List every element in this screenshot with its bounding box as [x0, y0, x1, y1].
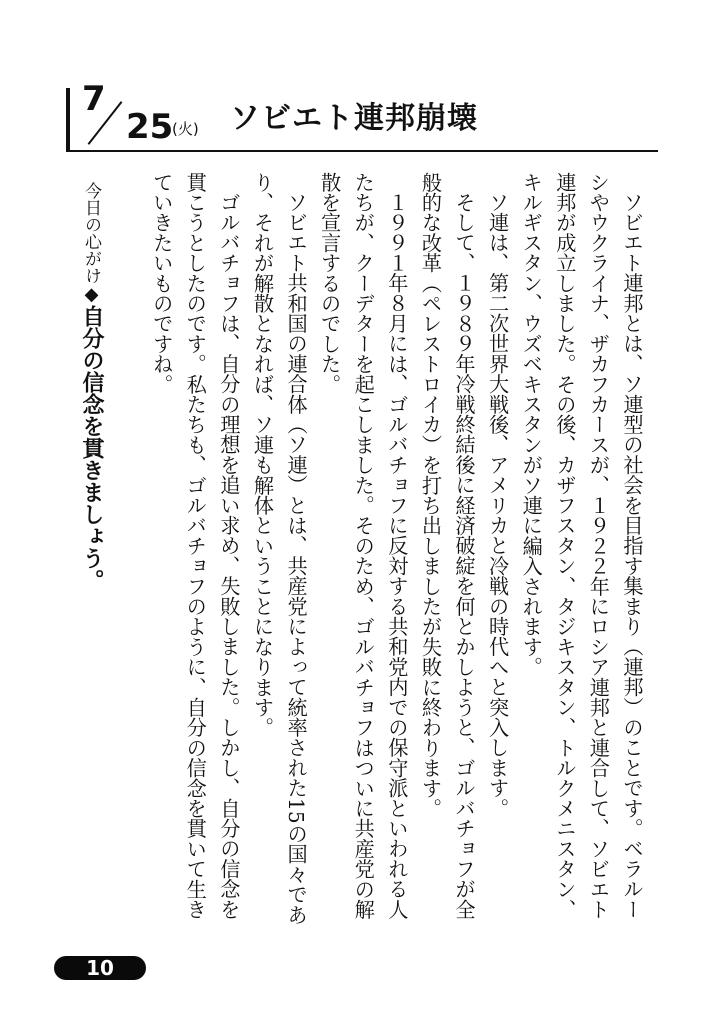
body-text [68, 172, 648, 932]
daily-motto [80, 182, 102, 591]
header-rule [66, 150, 658, 152]
body-paragraph-6: ゴルバチョフは、自分の理想を追い求め、失敗しました。しかし、自分の信念を貫こうとしたのです。私たちも、ゴルバチョフのように、自分の信念を貫いて生きていきたいものですね。 [149, 172, 241, 920]
diamond-icon: ◆ [81, 284, 102, 305]
date-day: 25 [126, 107, 174, 147]
motto-text: 自分の信念を貫きましょう。 [79, 305, 104, 591]
page-title: ソビエト連邦崩壊 [230, 101, 478, 136]
page-number: 10 [54, 956, 146, 980]
date-month: 7 [82, 79, 106, 119]
body-paragraph-2: ソ連は、第二次世界大戦後、アメリカと冷戦の時代へと突入します。 [485, 192, 510, 819]
date-weekday: (火) [172, 120, 199, 138]
body-paragraph-3: そして、１９８９年冷戦終結後に経済破綻を何とかしようと、ゴルバチョフが全般的な改革（ペレストロイカ）を打ち出しましたが失敗に終わります。 [418, 172, 477, 920]
body-paragraph-4: １９９１年８月には、ゴルバチョフに反対する共和党内での保守派といわれる人たちが、クーデターを起こしました。そのため、ゴルバチョフはついに共産党の解散を宣言するのでした。 [317, 172, 409, 920]
body-paragraph-1: ソビエト連邦とは、ソ連型の社会を目指す集まり（連邦）のことです。ベラルーシやウクライナ、ザカフカースが、１９２２年にロシア連邦と連合して、ソビエト連邦が成立しました。その後、カザフスタン、タジキスタン、トルクメニスタン、キルギスタン、ウズベキスタンがソ連に編入されます。 [519, 172, 644, 920]
body-paragraph-5: ソビエト共和国の連合体（ソ連）とは、共産党によって統率された15の国々であり、それが解散となれば、ソ連も解体ということになります。 [250, 172, 309, 925]
motto-label: 今日の心がけ [81, 182, 101, 284]
header-accent-bar [66, 88, 70, 152]
